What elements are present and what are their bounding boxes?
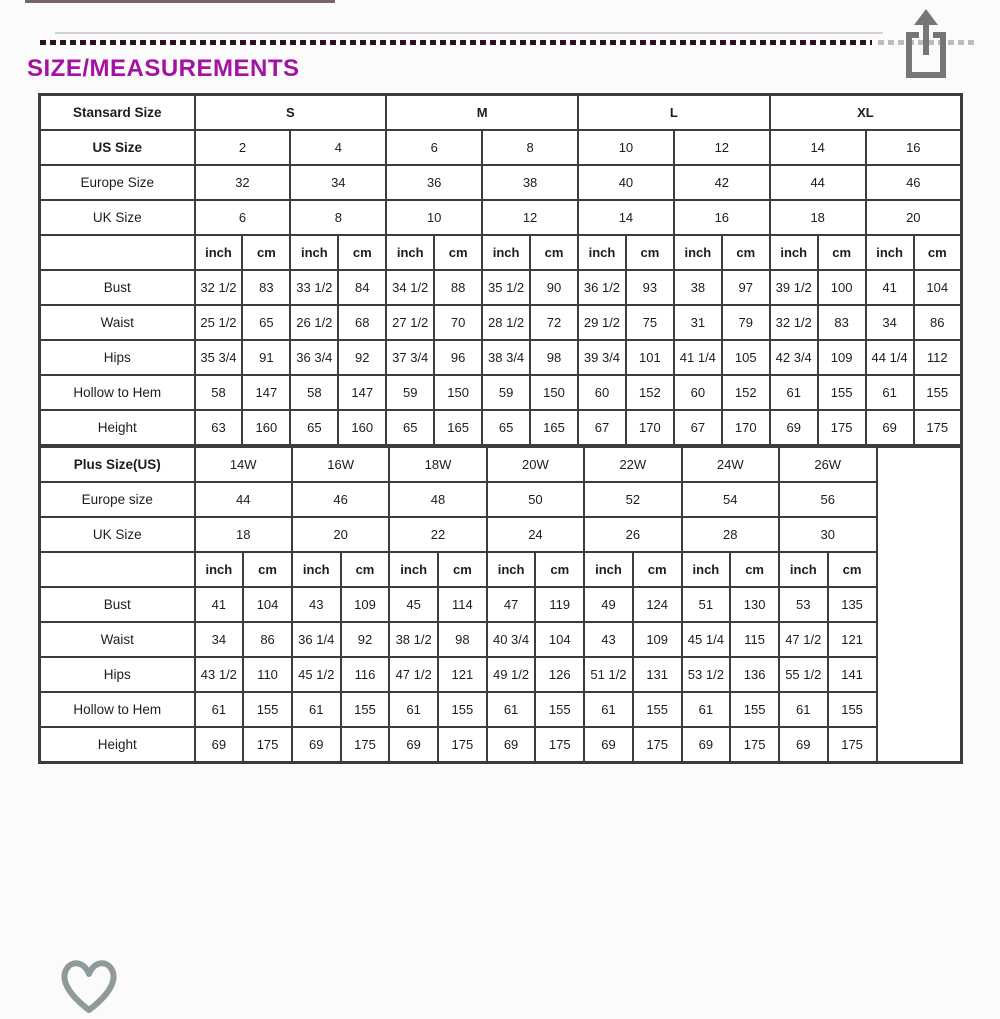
row-label: Waist <box>40 622 195 657</box>
cell: 26 1/2 <box>290 305 338 340</box>
cell: 165 <box>434 410 482 446</box>
cell: 119 <box>535 587 584 622</box>
cell: 51 <box>682 587 731 622</box>
row-label: Height <box>40 410 195 446</box>
cell: 100 <box>818 270 866 305</box>
cell: 53 1/2 <box>682 657 731 692</box>
cell: cm <box>626 235 674 270</box>
cell: 38 <box>482 165 578 200</box>
cell: 155 <box>828 692 877 727</box>
cell: 35 1/2 <box>482 270 530 305</box>
cell: 160 <box>242 410 290 446</box>
cell: 43 <box>292 587 341 622</box>
cell: 67 <box>578 410 626 446</box>
cell: inch <box>682 552 731 587</box>
row-label: Europe Size <box>40 165 195 200</box>
cell: 32 1/2 <box>770 305 818 340</box>
cell: 170 <box>722 410 770 446</box>
cell: 160 <box>338 410 386 446</box>
cell: 18 <box>770 200 866 235</box>
cell: 43 1/2 <box>195 657 244 692</box>
cell: 20W <box>487 447 584 483</box>
cell: 45 1/4 <box>682 622 731 657</box>
cell: 51 1/2 <box>584 657 633 692</box>
cell: 126 <box>535 657 584 692</box>
cell: 105 <box>722 340 770 375</box>
favorite-heart-icon[interactable] <box>56 952 122 1014</box>
cell: inch <box>866 235 914 270</box>
table-row-height <box>40 410 962 446</box>
cell: cm <box>243 552 292 587</box>
cell: 40 3/4 <box>487 622 536 657</box>
cell: 47 1/2 <box>389 657 438 692</box>
cell: 42 <box>674 165 770 200</box>
cell: 114 <box>438 587 487 622</box>
cell: 175 <box>535 727 584 763</box>
cell: L <box>578 95 770 131</box>
cell: 16 <box>866 130 962 165</box>
cell: 135 <box>828 587 877 622</box>
cell: 98 <box>530 340 578 375</box>
cell: 24W <box>682 447 779 483</box>
cell: 61 <box>292 692 341 727</box>
cell: 69 <box>389 727 438 763</box>
cell: 34 <box>195 622 244 657</box>
cell: 69 <box>195 727 244 763</box>
cell: 41 1/4 <box>674 340 722 375</box>
cell: 45 1/2 <box>292 657 341 692</box>
table-row-units <box>40 552 962 587</box>
cell: 22W <box>584 447 681 483</box>
cell: 8 <box>482 130 578 165</box>
cell: 10 <box>578 130 674 165</box>
cell: 104 <box>914 270 962 305</box>
cell: 40 <box>578 165 674 200</box>
table-row-waist <box>40 305 962 340</box>
cell: 79 <box>722 305 770 340</box>
cell: 170 <box>626 410 674 446</box>
cell: 69 <box>682 727 731 763</box>
cell: 155 <box>730 692 779 727</box>
cell: 175 <box>828 727 877 763</box>
cell: 124 <box>633 587 682 622</box>
cell: 44 <box>195 482 292 517</box>
cell: 12 <box>482 200 578 235</box>
cell: 109 <box>341 587 390 622</box>
cell: 34 <box>866 305 914 340</box>
row-label: Hips <box>40 340 195 375</box>
row-label: UK Size <box>40 517 195 552</box>
cell: 33 1/2 <box>290 270 338 305</box>
cell: 58 <box>290 375 338 410</box>
cell: 141 <box>828 657 877 692</box>
cell: inch <box>195 235 243 270</box>
cell: 175 <box>730 727 779 763</box>
cell: 155 <box>914 375 962 410</box>
cell: inch <box>584 552 633 587</box>
cell: 22 <box>389 517 486 552</box>
row-label <box>40 235 195 270</box>
cell: inch <box>482 235 530 270</box>
share-upload-arrow-glyph <box>903 8 949 80</box>
cell: M <box>386 95 578 131</box>
cell: 25 1/2 <box>195 305 243 340</box>
cell: 69 <box>779 727 828 763</box>
row-label: UK Size <box>40 200 195 235</box>
cell: 47 <box>487 587 536 622</box>
cell: 83 <box>818 305 866 340</box>
cell: inch <box>292 552 341 587</box>
cell: 83 <box>242 270 290 305</box>
cell: 67 <box>674 410 722 446</box>
cell: 59 <box>386 375 434 410</box>
cell: 38 1/2 <box>389 622 438 657</box>
cell: 150 <box>434 375 482 410</box>
cell: 54 <box>682 482 779 517</box>
separator-line <box>55 32 883 34</box>
cell: 60 <box>578 375 626 410</box>
cell: 41 <box>195 587 244 622</box>
cell: 175 <box>438 727 487 763</box>
cell: 61 <box>779 692 828 727</box>
cell: 14W <box>195 447 292 483</box>
cell: 39 3/4 <box>578 340 626 375</box>
cell: 12 <box>674 130 770 165</box>
cell: 39 1/2 <box>770 270 818 305</box>
table-row-hips <box>40 340 962 375</box>
cell: 155 <box>341 692 390 727</box>
cell: 20 <box>292 517 389 552</box>
cell: 104 <box>243 587 292 622</box>
cell: cm <box>341 552 390 587</box>
cell: 175 <box>243 727 292 763</box>
row-label: Stansard Size <box>40 95 195 131</box>
page-title: SIZE/MEASUREMENTS <box>27 55 300 82</box>
row-label: Waist <box>40 305 195 340</box>
cell: 48 <box>389 482 486 517</box>
cell: 49 <box>584 587 633 622</box>
cell: 24 <box>487 517 584 552</box>
table-row-europe-size <box>40 482 962 517</box>
cell: 155 <box>818 375 866 410</box>
table-row-europe-size <box>40 165 962 200</box>
cell: 18W <box>389 447 486 483</box>
cell: inch <box>386 235 434 270</box>
cell: 41 <box>866 270 914 305</box>
cell: cm <box>818 235 866 270</box>
cell: 20 <box>866 200 962 235</box>
cell: 69 <box>487 727 536 763</box>
cell: 72 <box>530 305 578 340</box>
cell: 38 3/4 <box>482 340 530 375</box>
cell: 61 <box>584 692 633 727</box>
cell: 2 <box>195 130 291 165</box>
cell: 92 <box>338 340 386 375</box>
cell: 36 1/4 <box>292 622 341 657</box>
table-row-bust <box>40 270 962 305</box>
cell: 38 <box>674 270 722 305</box>
cell: 152 <box>626 375 674 410</box>
cell: 18 <box>195 517 292 552</box>
cell: 91 <box>242 340 290 375</box>
cell: inch <box>389 552 438 587</box>
table-row-units <box>40 235 962 270</box>
cell: cm <box>535 552 584 587</box>
cell: 36 1/2 <box>578 270 626 305</box>
cell: cm <box>730 552 779 587</box>
cell: 43 <box>584 622 633 657</box>
cell: 61 <box>770 375 818 410</box>
cell: 86 <box>243 622 292 657</box>
cell: 28 <box>682 517 779 552</box>
cell: 61 <box>487 692 536 727</box>
cell: 70 <box>434 305 482 340</box>
cell: 155 <box>243 692 292 727</box>
cell: 30 <box>779 517 877 552</box>
empty-cell <box>877 447 962 763</box>
cell: cm <box>434 235 482 270</box>
cell: inch <box>290 235 338 270</box>
cell: 52 <box>584 482 681 517</box>
cell: 69 <box>866 410 914 446</box>
cell: 45 <box>389 587 438 622</box>
cell: 6 <box>386 130 482 165</box>
cell: 61 <box>866 375 914 410</box>
cell: 34 1/2 <box>386 270 434 305</box>
cell: 44 1/4 <box>866 340 914 375</box>
table-row-us-size <box>40 130 962 165</box>
cell: 97 <box>722 270 770 305</box>
cropped-banner-edge <box>25 0 335 3</box>
cell: 104 <box>535 622 584 657</box>
cell: 29 1/2 <box>578 305 626 340</box>
plus-size-table <box>38 445 963 764</box>
cell: cm <box>242 235 290 270</box>
cell: 110 <box>243 657 292 692</box>
table-row-hollow-to-hem <box>40 692 962 727</box>
cell: 26 <box>584 517 681 552</box>
cell: 175 <box>341 727 390 763</box>
row-label: Hollow to Hem <box>40 692 195 727</box>
cell: 6 <box>195 200 291 235</box>
standard-size-table <box>38 93 963 447</box>
cell: 36 <box>386 165 482 200</box>
table-row-bust <box>40 587 962 622</box>
table-row-uk-size <box>40 517 962 552</box>
row-label <box>40 552 195 587</box>
cell: 155 <box>535 692 584 727</box>
cell: cm <box>828 552 877 587</box>
cell: 109 <box>818 340 866 375</box>
cell: 147 <box>242 375 290 410</box>
cell: 59 <box>482 375 530 410</box>
cell: 175 <box>914 410 962 446</box>
cell: S <box>195 95 387 131</box>
cell: 8 <box>290 200 386 235</box>
cell: 131 <box>633 657 682 692</box>
cell: 61 <box>195 692 244 727</box>
row-label: Bust <box>40 587 195 622</box>
cell: 31 <box>674 305 722 340</box>
share-icon[interactable] <box>903 8 949 80</box>
cell: 56 <box>779 482 877 517</box>
cell: 55 1/2 <box>779 657 828 692</box>
cell: 35 3/4 <box>195 340 243 375</box>
cell: 92 <box>341 622 390 657</box>
cell: 50 <box>487 482 584 517</box>
cell: 44 <box>770 165 866 200</box>
row-label: Bust <box>40 270 195 305</box>
cell: 4 <box>290 130 386 165</box>
table-row-hollow-to-hem <box>40 375 962 410</box>
cell: cm <box>530 235 578 270</box>
table-row-plus-size <box>40 447 962 483</box>
cell: 26W <box>779 447 877 483</box>
cell: 49 1/2 <box>487 657 536 692</box>
cell: 60 <box>674 375 722 410</box>
cell: 86 <box>914 305 962 340</box>
cell: 112 <box>914 340 962 375</box>
cell: 65 <box>386 410 434 446</box>
heart-outline-glyph <box>56 952 122 1014</box>
cell: 69 <box>770 410 818 446</box>
cell: 152 <box>722 375 770 410</box>
cell: 69 <box>584 727 633 763</box>
cell: 27 1/2 <box>386 305 434 340</box>
table-row-waist <box>40 622 962 657</box>
cell: 175 <box>633 727 682 763</box>
row-label: Height <box>40 727 195 763</box>
cell: cm <box>338 235 386 270</box>
cell: 109 <box>633 622 682 657</box>
cell: inch <box>674 235 722 270</box>
cell: inch <box>578 235 626 270</box>
table-row-uk-size <box>40 200 962 235</box>
cell: 14 <box>770 130 866 165</box>
cell: 155 <box>438 692 487 727</box>
cell: 32 1/2 <box>195 270 243 305</box>
cell: inch <box>770 235 818 270</box>
cell: 121 <box>828 622 877 657</box>
cell: 58 <box>195 375 243 410</box>
table-row-height <box>40 727 962 763</box>
cell: 61 <box>682 692 731 727</box>
cell: inch <box>487 552 536 587</box>
cell: 65 <box>242 305 290 340</box>
cell: 165 <box>530 410 578 446</box>
cell: inch <box>195 552 244 587</box>
cell: 47 1/2 <box>779 622 828 657</box>
dashed-divider <box>40 40 872 45</box>
cell: 130 <box>730 587 779 622</box>
row-label: Hollow to Hem <box>40 375 195 410</box>
cell: 68 <box>338 305 386 340</box>
cell: 155 <box>633 692 682 727</box>
row-label: US Size <box>40 130 195 165</box>
cell: 147 <box>338 375 386 410</box>
cell: 32 <box>195 165 291 200</box>
cell: 101 <box>626 340 674 375</box>
cell: 175 <box>818 410 866 446</box>
row-label: Plus Size(US) <box>40 447 195 483</box>
cell: XL <box>770 95 962 131</box>
cell: inch <box>779 552 828 587</box>
cell: 136 <box>730 657 779 692</box>
cell: 90 <box>530 270 578 305</box>
cell: 16W <box>292 447 389 483</box>
cell: 10 <box>386 200 482 235</box>
cell: 65 <box>482 410 530 446</box>
cell: 69 <box>292 727 341 763</box>
cell: 63 <box>195 410 243 446</box>
cell: 88 <box>434 270 482 305</box>
cell: cm <box>722 235 770 270</box>
cell: 46 <box>292 482 389 517</box>
cell: 96 <box>434 340 482 375</box>
cell: 115 <box>730 622 779 657</box>
row-label: Europe size <box>40 482 195 517</box>
cell: 93 <box>626 270 674 305</box>
row-label: Hips <box>40 657 195 692</box>
cell: 37 3/4 <box>386 340 434 375</box>
cell: 65 <box>290 410 338 446</box>
cell: 75 <box>626 305 674 340</box>
cell: 98 <box>438 622 487 657</box>
table-row-standard-size <box>40 95 962 131</box>
cell: cm <box>914 235 962 270</box>
cell: 14 <box>578 200 674 235</box>
cell: 42 3/4 <box>770 340 818 375</box>
cell: 53 <box>779 587 828 622</box>
cell: 36 3/4 <box>290 340 338 375</box>
cell: 116 <box>341 657 390 692</box>
cell: 16 <box>674 200 770 235</box>
cell: 121 <box>438 657 487 692</box>
cell: cm <box>438 552 487 587</box>
cell: 46 <box>866 165 962 200</box>
cell: cm <box>633 552 682 587</box>
table-row-hips <box>40 657 962 692</box>
cell: 150 <box>530 375 578 410</box>
cell: 61 <box>389 692 438 727</box>
cell: 34 <box>290 165 386 200</box>
cell: 28 1/2 <box>482 305 530 340</box>
cell: 84 <box>338 270 386 305</box>
